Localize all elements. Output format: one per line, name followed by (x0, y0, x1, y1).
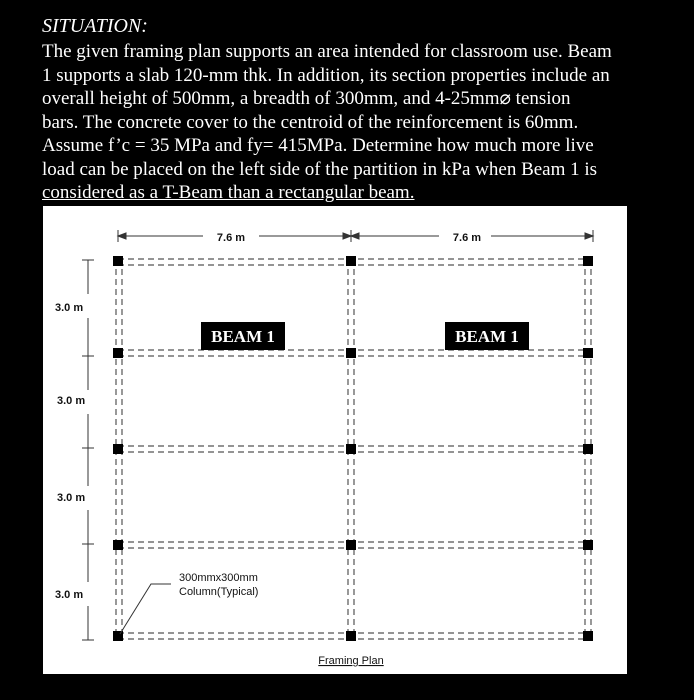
problem-line: considered as a T-Beam than a rectangular beam. (42, 182, 415, 203)
figure-caption: Framing Plan (318, 655, 384, 667)
beam-label-left (201, 322, 285, 350)
framing-plan-drawing (43, 206, 627, 674)
span-label: 7.6 m (452, 232, 482, 244)
column (113, 348, 123, 358)
column-note-line: Column(Typical) (179, 586, 259, 598)
column (113, 444, 123, 454)
column (346, 631, 356, 641)
problem-line: 1 supports a slab 120-mm thk. In addition, its section properties include an (42, 64, 610, 86)
column (346, 540, 356, 550)
problem-line: The given framing plan supports an area intended for classroom use. Beam (42, 41, 612, 62)
problem-line: bars. The concrete cover to the centroid of the reinforcement is 60mm. (42, 111, 579, 133)
left-dimension (82, 260, 94, 640)
framing-plan-figure (43, 206, 627, 674)
problem-line: Assume f’c = 35 MPa and fy= 415MPa. Determine how much more live (42, 135, 594, 156)
bay-label: 3.0 m (55, 589, 84, 601)
bay-label: 3.0 m (57, 492, 86, 504)
top-dimension (118, 230, 593, 242)
bay-label: 3.0 m (57, 395, 86, 407)
column (346, 444, 356, 454)
column (583, 631, 593, 641)
column-note-line: 300mmx300mm (179, 572, 258, 584)
beam-label-text: BEAM 1 (211, 327, 275, 346)
bay-label: 3.0 m (55, 302, 84, 314)
problem-statement (42, 40, 667, 205)
column (346, 348, 356, 358)
column (583, 444, 593, 454)
column (583, 540, 593, 550)
problem-line: load can be placed on the left side of the partition in kPa when Beam 1 is (42, 158, 598, 180)
beam-label-right (445, 322, 529, 350)
column (583, 348, 593, 358)
column (113, 540, 123, 550)
span-label: 7.6 m (216, 232, 246, 244)
column-leader-line (120, 584, 171, 634)
column (113, 256, 123, 266)
column (346, 256, 356, 266)
beam-label-text: BEAM 1 (455, 327, 519, 346)
problem-line: overall height of 500mm, a breadth of 300mm, and 4-25mm⌀ tension (42, 88, 571, 109)
situation-title: SITUATION: (42, 15, 148, 37)
column (583, 256, 593, 266)
